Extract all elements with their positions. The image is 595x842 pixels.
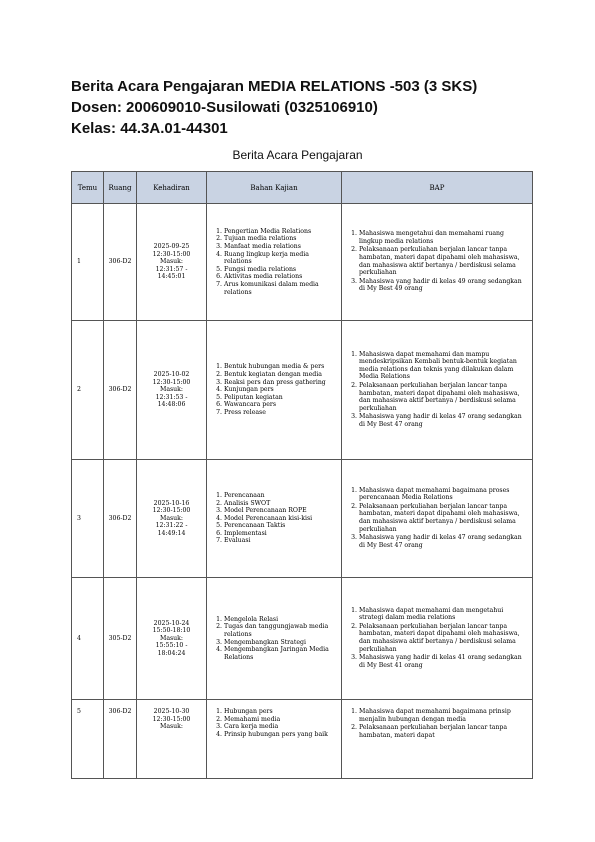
kehadiran-line: 12:31:22 - — [155, 522, 188, 530]
bap-item: 1. Mahasiswa mengetahui dan memahami ruang lingkup media relations — [359, 230, 529, 245]
bahan-item: 7. Evaluasi — [224, 537, 338, 545]
kehadiran-line: 15:55:10 - — [155, 642, 188, 650]
class-line: Kelas: 44.3A.01-44301 — [71, 120, 228, 137]
kehadiran-line: 2025-10-02 — [153, 371, 190, 379]
kehadiran-line: 2025-10-16 — [153, 499, 190, 507]
cell-temu: 1 — [72, 204, 104, 321]
bahan-item: 7. Press release — [224, 409, 338, 417]
bahan-item: 2. Tugas dan tanggungjawab media relations — [224, 623, 338, 638]
bap-item: 2. Pelaksanaan perkuliahan berjalan lancar tanpa hambatan, materi dapat dipahami oleh mahasiswa, dan mahasiswa aktif bertanya / berdiskusi selama perkuliahan — [359, 623, 529, 653]
bahan-item: 3. Model Perencanaan ROPE — [224, 507, 338, 515]
kehadiran-line: Masuk: — [159, 514, 184, 522]
col-header-kehadiran: Kehadiran — [137, 172, 207, 204]
bap-item: 1. Mahasiswa dapat memahami bagaimana proses perencanaan Media Relations — [359, 487, 529, 502]
col-header-temu: Temu — [72, 172, 104, 204]
bahan-item: 4. Ruang lingkup kerja media relations — [224, 251, 338, 266]
bahan-item: 6. Wawancara pers — [224, 401, 338, 409]
bap-item: 3. Mahasiswa yang hadir di kelas 41 orang sedangkan di My Best 41 orang — [359, 654, 529, 669]
kehadiran-line: 2025-09-25 — [153, 243, 190, 251]
table-row — [72, 700, 533, 779]
kehadiran-line: 18:04:24 — [157, 649, 186, 657]
col-header-ruang: Ruang — [104, 172, 137, 204]
cell-kehadiran — [137, 321, 207, 460]
table-row — [72, 460, 533, 578]
cell-temu: 5 — [72, 700, 104, 779]
bap-item: 2. Pelaksanaan perkuliahan berjalan lancar tanpa hambatan, materi dapat dipahami oleh mahasiswa, dan mahasiswa aktif bertanya / berdiskusi selama perkuliahan — [359, 503, 529, 533]
cell-bahan-kajian — [207, 460, 342, 578]
bap-item: 3. Mahasiswa yang hadir di kelas 49 orang sedangkan di My Best 49 orang — [359, 278, 529, 293]
kehadiran-line: Masuk: — [159, 634, 184, 642]
cell-kehadiran — [137, 204, 207, 321]
cell-kehadiran — [137, 700, 207, 779]
cell-bap — [342, 578, 533, 700]
cell-kehadiran — [137, 460, 207, 578]
cell-temu: 3 — [72, 460, 104, 578]
bap-item: 1. Mahasiswa dapat memahami bagaimana prinsip menjalin hubungan dengan media — [359, 708, 529, 723]
bap-item: 1. Mahasiswa dapat memahami dan mampu mendeskripsikan Kembali bentuk-bentuk kegiatan media relations dan teknis yang dilakukan dalam Media Relations — [359, 351, 529, 381]
table-row — [72, 578, 533, 700]
cell-ruang: 306-D2 — [104, 460, 137, 578]
bahan-item: 7. Arus komunikasi dalam media relations — [224, 281, 338, 296]
bahan-item: 2. Tujuan media relations — [224, 235, 338, 243]
cell-bahan-kajian — [207, 700, 342, 779]
bahan-item: 5. Peliputan kegiatan — [224, 394, 338, 402]
bahan-item: 2. Analisis SWOT — [224, 500, 338, 508]
bap-item: 3. Mahasiswa yang hadir di kelas 47 orang sedangkan di My Best 47 orang — [359, 534, 529, 549]
kehadiran-line: 12:31:53 - — [155, 393, 188, 401]
bahan-item: 1. Perencanaan — [224, 492, 338, 500]
cell-ruang: 306-D2 — [104, 700, 137, 779]
bahan-list — [210, 616, 338, 662]
bahan-list — [210, 708, 338, 738]
bahan-item: 1. Hubungan pers — [224, 708, 338, 716]
bahan-item: 5. Fungsi media relations — [224, 266, 338, 274]
cell-bahan-kajian — [207, 321, 342, 460]
kehadiran-line: 15:50-18:10 — [152, 627, 191, 635]
cell-kehadiran — [137, 578, 207, 700]
bap-list — [345, 230, 529, 293]
bahan-list — [210, 228, 338, 296]
bahan-item: 4. Mengembangkan Jaringan Media Relations — [224, 646, 338, 661]
document-header — [71, 76, 477, 139]
bap-item: 2. Pelaksanaan perkuliahan berjalan lancar tanpa hambatan, materi dapat dipahami oleh mahasiswa, dan mahasiswa aktif bertanya / berdiskusi selama perkuliahan — [359, 382, 529, 412]
cell-bap — [342, 460, 533, 578]
cell-temu: 4 — [72, 578, 104, 700]
bahan-item: 3. Cara kerja media — [224, 723, 338, 731]
bahan-item: 4. Model Perencanaan kisi-kisi — [224, 515, 338, 523]
bahan-item: 2. Memahami media — [224, 716, 338, 724]
cell-ruang: 306-D2 — [104, 321, 137, 460]
table-row — [72, 321, 533, 460]
bap-item: 3. Mahasiswa yang hadir di kelas 47 orang sedangkan di My Best 47 orang — [359, 413, 529, 428]
course-title: Berita Acara Pengajaran MEDIA RELATIONS -503 (3 SKS) — [71, 78, 478, 95]
bap-item: 2. Pelaksanaan perkuliahan berjalan lancar tanpa hambatan, materi dapat dipahami oleh mahasiswa, dan mahasiswa aktif bertanya / berdiskusi selama perkuliahan — [359, 246, 529, 276]
kehadiran-line: Masuk: — [159, 258, 184, 266]
bahan-item: 1. Bentuk hubungan media & pers — [224, 363, 338, 371]
bahan-item: 5. Perencanaan Taktis — [224, 522, 338, 530]
bahan-item: 2. Bentuk kegiatan dengan media — [224, 371, 338, 379]
bahan-item: 4. Kunjungan pers — [224, 386, 338, 394]
bahan-item: 3. Manfaat media relations — [224, 243, 338, 251]
table-title: Berita Acara Pengajaran — [232, 148, 363, 162]
cell-bap — [342, 700, 533, 779]
bahan-list — [210, 363, 338, 416]
kehadiran-line: 2025-10-30 — [153, 708, 190, 715]
kehadiran-line: 12:30-15:00 — [152, 715, 191, 723]
kehadiran-line: 12:30-15:00 — [152, 507, 191, 515]
bahan-item: 6. Implementasi — [224, 530, 338, 538]
bap-item: 1. Mahasiswa dapat memahami dan mengetahui strategi dalam media relations — [359, 607, 529, 622]
bap-list — [345, 487, 529, 550]
table-header-row — [72, 172, 533, 204]
teaching-record-table — [71, 171, 533, 779]
bahan-item: 1. Pengertian Media Relations — [224, 228, 338, 236]
kehadiran-line: Masuk: — [159, 723, 184, 731]
kehadiran-line: 12:31:57 - — [155, 265, 188, 273]
lecturer-line: Dosen: 200609010-Susilowati (0325106910) — [71, 99, 378, 116]
cell-bap — [342, 204, 533, 321]
cell-bahan-kajian — [207, 578, 342, 700]
bap-item: 2. Pelaksanaan perkuliahan berjalan lancar tanpa hambatan, materi dapat — [359, 724, 529, 739]
bahan-item: 3. Reaksi pers dan press gathering — [224, 379, 338, 387]
bap-list — [345, 607, 529, 670]
cell-ruang: 305-D2 — [104, 578, 137, 700]
cell-ruang: 306-D2 — [104, 204, 137, 321]
cell-bap — [342, 321, 533, 460]
col-header-bap: BAP — [342, 172, 533, 204]
table-row — [72, 204, 533, 321]
bap-list — [345, 708, 529, 739]
bahan-item: 6. Aktivitas media relations — [224, 273, 338, 281]
bahan-list — [210, 492, 338, 545]
col-header-bahan-kajian: Bahan Kajian — [207, 172, 342, 204]
kehadiran-line: 14:49:14 — [157, 529, 186, 537]
bahan-item: 3. Mengembangkan Strategi — [224, 639, 338, 647]
cell-temu: 2 — [72, 321, 104, 460]
kehadiran-line: 12:30-15:00 — [152, 378, 191, 386]
kehadiran-line: 14:48:06 — [157, 401, 186, 409]
bahan-item: 1. Mengelola Relasi — [224, 616, 338, 624]
kehadiran-line: 12:30-15:00 — [152, 250, 191, 258]
bahan-item: 4. Prinsip hubungan pers yang baik — [224, 731, 338, 739]
kehadiran-line: 14:45:01 — [157, 273, 186, 281]
table-body — [72, 204, 533, 779]
bap-list — [345, 351, 529, 429]
kehadiran-line: Masuk: — [159, 386, 184, 394]
kehadiran-line: 2025-10-24 — [153, 619, 190, 627]
cell-bahan-kajian — [207, 204, 342, 321]
